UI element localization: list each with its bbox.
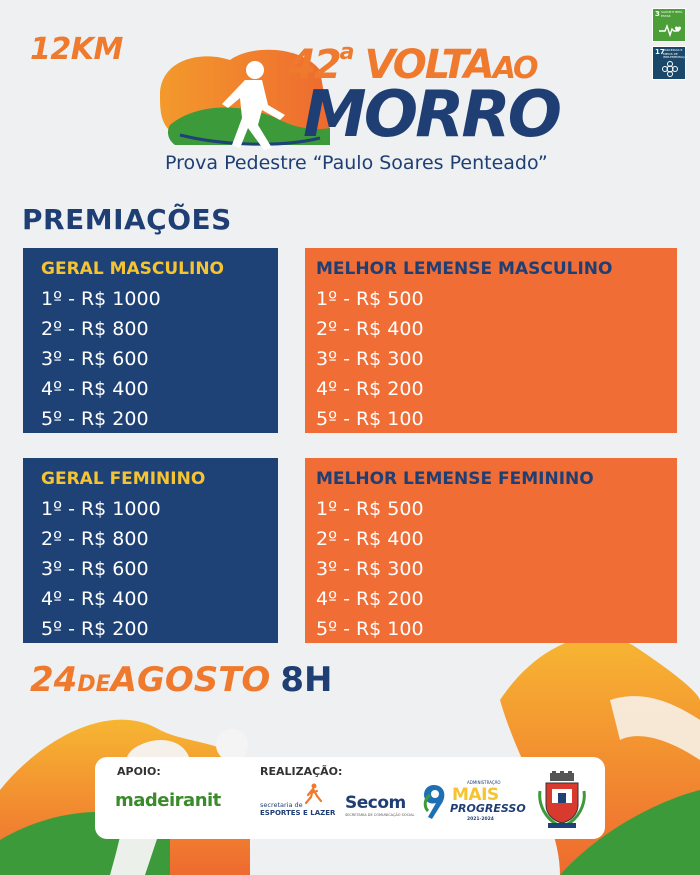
event-edition-sup: a [339,40,353,65]
prizes-heading: PREMIAÇÕES [22,203,232,236]
event-subtitle: Prova Pedestre “Paulo Soares Penteado” [165,152,548,174]
date-day: 24 [30,660,78,700]
event-edition: 42 [288,42,340,88]
ods-badge-17 [652,46,689,80]
event-name-morro: MORRO [303,78,560,152]
prize-row: 2º - R$ 800 [41,318,149,340]
prize-row: 3º - R$ 300 [316,558,424,580]
prize-row: 1º - R$ 500 [316,498,424,520]
ods-label: SAÚDE E BEM-ESTAR [661,10,683,18]
sponsors-footer [95,757,605,839]
prize-card-lemense-feminino [305,458,677,643]
ods-badge-3 [652,8,686,42]
realizacao-label: REALIZAÇÃO: [260,765,343,778]
secretaria-line2: ESPORTES E LAZER [260,809,336,817]
prize-row: 4º - R$ 200 [316,588,424,610]
event-name-volta: VOLTA [364,42,493,88]
prize-row: 3º - R$ 300 [316,348,424,370]
flower-icon [658,61,682,77]
prize-row: 1º - R$ 500 [316,288,424,310]
apoio-label: APOIO: [117,765,161,778]
prize-row: 5º - R$ 100 [316,618,424,640]
prize-row: 1º - R$ 1000 [41,498,161,520]
card-title: GERAL FEMININO [41,469,206,489]
ods-number: 3 [655,10,660,18]
prize-row: 4º - R$ 200 [316,378,424,400]
card-title: GERAL MASCULINO [41,259,224,279]
date-time: 8H [280,660,333,700]
prize-card-lemense-masculino [305,248,677,433]
mais-progresso-emblem [420,783,448,823]
heartbeat-icon [658,23,682,37]
date-de: DE [77,672,111,697]
administration-years: 2021-2024 [467,817,494,822]
prize-row: 5º - R$ 200 [41,408,149,430]
prize-row: 3º - R$ 600 [41,558,149,580]
administracao-label: ADMINISTRAÇÃO [467,780,501,785]
prize-row: 2º - R$ 400 [316,318,424,340]
secom-subtitle: SECRETARIA DE COMUNICAÇÃO SOCIAL [345,813,415,817]
event-date [30,660,332,700]
prize-row: 5º - R$ 100 [316,408,424,430]
city-coat-of-arms [538,771,586,829]
prize-row: 1º - R$ 1000 [41,288,161,310]
prize-row: 3º - R$ 600 [41,348,149,370]
prize-row: 2º - R$ 800 [41,528,149,550]
prize-row: 2º - R$ 400 [316,528,424,550]
race-distance: 12KM [30,32,123,67]
card-title: MELHOR LEMENSE FEMININO [316,469,594,489]
event-name-ao: AO [492,51,537,86]
mais-label: MAIS [452,785,499,805]
prize-row: 5º - R$ 200 [41,618,149,640]
card-title: MELHOR LEMENSE MASCULINO [316,259,613,279]
prize-row: 4º - R$ 400 [41,378,149,400]
ods-label: PARCERIAS E MEIOS DE IMPLEMENTAÇÃO [663,48,689,59]
secretaria-line1: secretaria de [260,801,303,809]
secretaria-esportes-logo [260,801,335,817]
secom-logo: Secom [345,793,406,813]
progresso-label: PROGRESSO [450,802,526,815]
ods-number: 17 [655,48,665,56]
prize-card-geral-feminino [23,458,278,643]
date-month: AGOSTO [110,660,271,700]
prize-card-geral-masculino [23,248,278,433]
prize-row: 4º - R$ 400 [41,588,149,610]
madeiranit-logo: madeiranit [115,790,221,811]
